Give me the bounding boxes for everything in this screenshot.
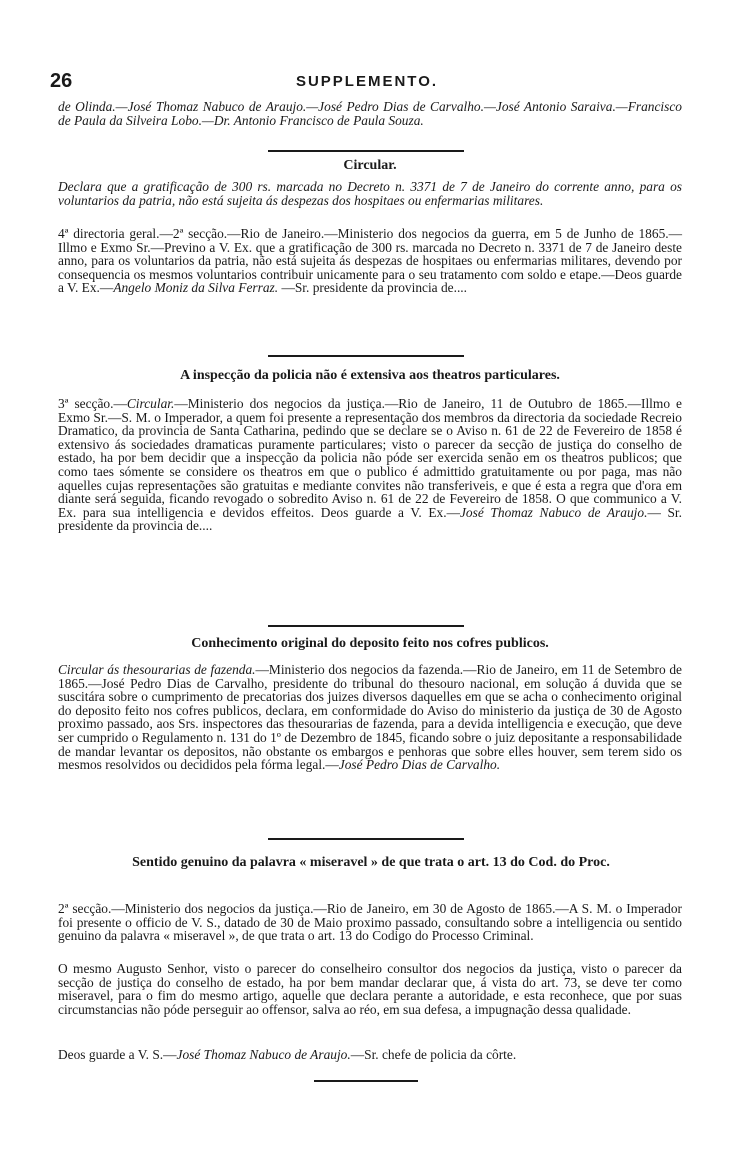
divider-rule bbox=[268, 625, 464, 627]
deposit-title: Conhecimento original do deposito feito nos cofres publicos. bbox=[191, 636, 549, 651]
miseravel-para2: O mesmo Augusto Senhor, visto o parecer do conselheiro consultor dos negocios da justiça, visto o parecer da secção de justiça do conselho de estado, ha por bem mandar declarar que, á vista do art. 73, se deve ter como miseravel, para o fim do mesmo artigo, aquelle que declara perante a autoridade, e esta reconhece, que por suas circumstancias não póde perseguir ao offensor, salva ao réo, em sua defesa, a impugnação dessa qualidade. bbox=[58, 961, 682, 1017]
theatres-body-text: —Ministerio dos negocios da justiça.—Rio de Janeiro, 11 de Outubro de 1865.—Illmo e Exmo Sr.—S. M. o Imperador, a quem foi presente a representação dos membros da directoria da sociedade Recreio Dramatico, da provincia de Santa Catharina, pedindo que se declare se o Aviso n. 61 de 22 de Fevereiro de 1858 é extensivo ás sociedades dramaticas puramente particulares; visto o parecer da secção de justiça do conselho de estado, ha por bem decidir que a inspecção da policia não póde ser exercida senão em os theatros publicos; que como taes sómente se considere os theatros em que o publico é admittido gratuitamente ou por paga, mas não aquelles cujas representações são gratuitas e mediante convites não transferiveis, e que é esta a regra que d'ora em diante será seguida, ficando revogado o sobredito Aviso n. 61 de 22 de Fevereiro de 1858. O que communico a V. Ex. para sua intelligencia e devidos effeitos. bbox=[58, 396, 683, 520]
miseravel-closing-pre: Deos guarde a V. S.— bbox=[58, 1047, 177, 1062]
circular-title: Circular. bbox=[343, 158, 397, 173]
deposit-body bbox=[58, 663, 682, 772]
circular-author: Angelo Moniz da Silva Ferraz. bbox=[113, 280, 279, 296]
theatres-author: José Thomaz Nabuco de Araujo. bbox=[459, 504, 648, 520]
deposit-lead-italic: Circular ás thesourarias de fazenda. bbox=[58, 662, 256, 677]
divider-rule bbox=[268, 355, 464, 357]
circular-summary: Declara que a gratificação de 300 rs. marcada no Decreto n. 3371 de 7 de Janeiro do corrente anno, para os voluntarios da patria, não está sujeita ás despezas dos hospitaes ou enfermarias militares. bbox=[58, 179, 682, 208]
miseravel-para1: 2ª secção.—Ministerio dos negocios da justiça.—Rio de Janeiro, em 30 de Agosto de 1865.—A S. M. o Imperador foi presente o officio de V. S., datado de 30 de Maio proximo passado, consultando sobre a intelligencia ou sentido genuino da palavra « miseravel », de que trata o art. 13 do Codigo do Processo Criminal. bbox=[58, 901, 682, 944]
circular-body-text: 4ª directoria geral.—2ª secção.—Rio de Janeiro.—Ministerio dos negocios da guerra, em 5 de Junho de 1865.—Illmo e Exmo Sr.—Previno a V. Ex. que a gratificação de 300 rs. marcada no Decreto n. 3371 de 7 de Janeiro deste anno, para os voluntarios da patria, não está sujeita ás despezas de hospitaes ou enfermarias militares, devendo por consequencia os mesmos voluntarios contribuir unicamente para o seu tratamento com soldo e etape.—Deos guarde a V. Ex.— bbox=[58, 226, 682, 296]
page-header bbox=[50, 70, 684, 94]
divider-rule-short bbox=[314, 1080, 418, 1082]
circular-closing: —Sr. presidente da provincia de.... bbox=[281, 280, 467, 296]
theatres-body bbox=[58, 397, 682, 533]
miseravel-title: Sentido genuino da palavra « miseravel » de que trata o art. 13 do Cod. do Proc. bbox=[132, 855, 610, 870]
divider-rule bbox=[268, 838, 464, 840]
intro-signatures: de Olinda.—José Thomaz Nabuco de Araujo.—José Pedro Dias de Carvalho.—José Antonio Saraiva.—Francisco de Paula da Silveira Lobo.—Dr. Antonio Francisco de Paula Souza. bbox=[58, 99, 682, 128]
theatres-lead-italic: Circular. bbox=[126, 396, 175, 411]
divider-rule bbox=[268, 150, 464, 152]
theatres-closing-post: — Sr. presidente da provincia de.... bbox=[58, 504, 683, 534]
running-title: SUPPLEMENTO. bbox=[295, 73, 439, 90]
miseravel-closing-post: —Sr. chefe de policia da côrte. bbox=[350, 1047, 517, 1062]
circular-body bbox=[58, 227, 682, 295]
page-number: 26 bbox=[50, 70, 73, 92]
theatres-title: A inspecção da policia não é extensiva aos theatros particulares. bbox=[180, 368, 560, 383]
deposit-body-text: —Ministerio dos negocios da fazenda.—Rio de Janeiro, em 11 de Setembro de 1865.—José Pedro Dias de Carvalho, presidente do tribunal do thesouro nacional, em solução á duvida que se suscitára sobre o cumprimento de precatorias dos juizes diversos daquelles em que se acha o conhecimento original do deposito feito nos cofres publicos, declara, em conformidade do Aviso do ministerio da justiça de 30 de Agosto proximo passado, aos Srs. inspectores das thesourarias de fazenda, para a devida intelligencia e execução, que deve ser cumprido o Regulamento n. 131 do 1º de Dezembro de 1845, ficando sobre o juiz depositante a responsabilidade de mandar levantar os depositos, não obstante os embargos e penhoras que sobre elles houver, sem terem sido os mesmos resolvidos ou decididos pela fórma legal.— bbox=[58, 662, 683, 773]
theatres-closing-pre: Deos guarde a V. Ex.— bbox=[320, 504, 460, 520]
deposit-author: José Pedro Dias de Carvalho. bbox=[338, 757, 501, 773]
miseravel-closing bbox=[58, 1048, 682, 1062]
miseravel-author: José Thomaz Nabuco de Araujo. bbox=[176, 1047, 351, 1062]
theatres-lead: 3ª secção.— bbox=[58, 396, 127, 411]
